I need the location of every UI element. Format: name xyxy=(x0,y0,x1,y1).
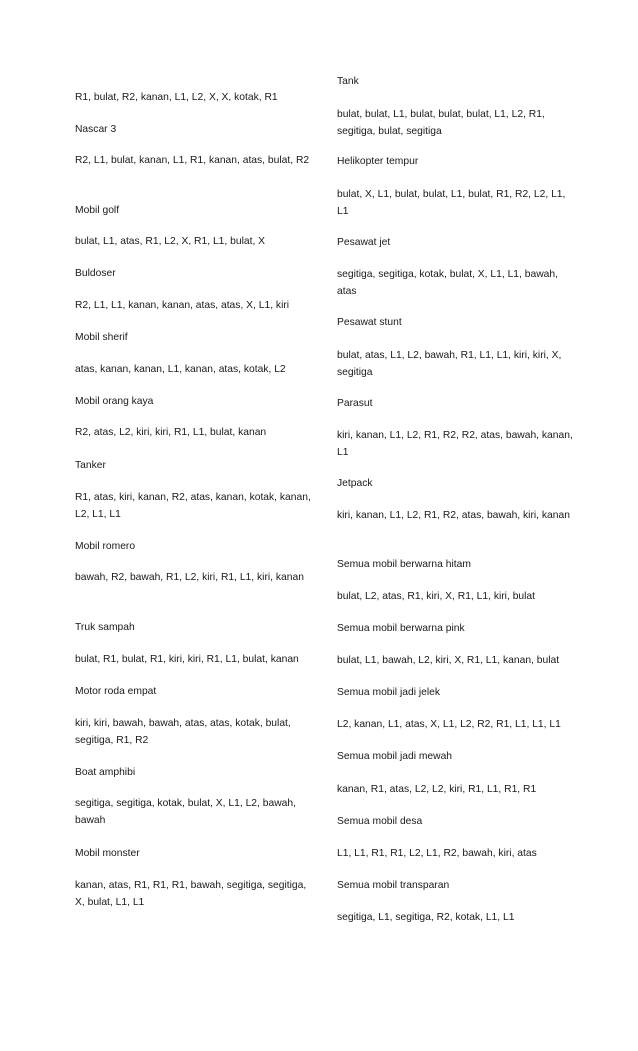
cheat-title: Semua mobil jadi jelek xyxy=(337,687,441,698)
cheat-title: Nascar 3 xyxy=(75,124,117,135)
cheat-title: Jetpack xyxy=(337,478,373,489)
cheat-code: kiri, kanan, L1, L2, R1, R2, atas, bawah, kiri, kanan xyxy=(337,510,570,521)
cheat-code: bulat, X, L1, bulat, bulat, L1, bulat, R1, R2, L2, L1, L1 xyxy=(337,189,566,217)
cheat-code: kanan, R1, atas, L2, L2, kiri, R1, L1, R1, R1 xyxy=(337,784,537,795)
cheat-code: kiri, kiri, bawah, bawah, atas, atas, kotak, bulat, segitiga, R1, R2 xyxy=(75,718,291,746)
cheat-code: bulat, atas, L1, L2, bawah, R1, L1, L1, kiri, kiri, X, segitiga xyxy=(337,350,562,378)
cheat-title: Pesawat stunt xyxy=(337,317,402,328)
cheat-title: Semua mobil transparan xyxy=(337,880,450,891)
cheat-title: Mobil monster xyxy=(75,848,140,859)
cheat-code: bulat, L1, bawah, L2, kiri, X, R1, L1, kanan, bulat xyxy=(337,655,560,666)
cheat-code: segitiga, L1, segitiga, R2, kotak, L1, L1 xyxy=(337,912,515,923)
cheat-code: L2, kanan, L1, atas, X, L1, L2, R2, R1, L1, L1, L1 xyxy=(337,719,561,730)
cheat-code: kanan, atas, R1, R1, R1, bawah, segitiga, segitiga, X, bulat, L1, L1 xyxy=(75,880,307,908)
cheat-code: bawah, R2, bawah, R1, L2, kiri, R1, L1, kiri, kanan xyxy=(75,572,304,583)
cheat-title: Truk sampah xyxy=(75,622,135,633)
cheat-title: Helikopter tempur xyxy=(337,156,419,167)
cheat-title: Mobil orang kaya xyxy=(75,396,154,407)
cheat-title: Semua mobil desa xyxy=(337,816,423,827)
cheat-title: Semua mobil berwarna pink xyxy=(337,623,465,634)
cheat-title: Semua mobil jadi mewah xyxy=(337,751,453,762)
cheat-code: kiri, kanan, L1, L2, R1, R2, R2, atas, bawah, kanan, L1 xyxy=(337,430,573,458)
cheat-code: bulat, bulat, L1, bulat, bulat, bulat, L1, L2, R1, segitiga, bulat, segitiga xyxy=(337,109,545,137)
cheat-title: Semua mobil berwarna hitam xyxy=(337,559,471,570)
cheat-code: L1, L1, R1, R1, L2, L1, R2, bawah, kiri, atas xyxy=(337,848,537,859)
cheat-code: bulat, L1, atas, R1, L2, X, R1, L1, bulat, X xyxy=(75,236,266,247)
cheat-title: Mobil sherif xyxy=(75,332,128,343)
cheat-title: Buldoser xyxy=(75,268,116,279)
cheat-code: R2, atas, L2, kiri, kiri, R1, L1, bulat, kanan xyxy=(75,427,267,438)
cheat-title: Motor roda empat xyxy=(75,686,157,697)
cheat-code: R2, L1, bulat, kanan, L1, R1, kanan, atas, bulat, R2 xyxy=(75,155,310,166)
cheat-code: bulat, R1, bulat, R1, kiri, kiri, R1, L1, bulat, kanan xyxy=(75,654,299,665)
cheat-title: Mobil golf xyxy=(75,205,120,216)
cheat-code: segitiga, segitiga, kotak, bulat, X, L1, L2, bawah, bawah xyxy=(75,798,296,826)
cheat-code: bulat, L2, atas, R1, kiri, X, R1, L1, kiri, bulat xyxy=(337,591,536,602)
cheat-code: segitiga, segitiga, kotak, bulat, X, L1, L1, bawah, atas xyxy=(337,269,558,297)
cheat-title: Parasut xyxy=(337,398,373,409)
cheat-title: Mobil romero xyxy=(75,541,136,552)
cheat-code: R1, atas, kiri, kanan, R2, atas, kanan, kotak, kanan, L2, L1, L1 xyxy=(75,492,311,520)
cheat-code: R1, bulat, R2, kanan, L1, L2, X, X, kotak, R1 xyxy=(75,92,278,103)
cheat-title: Boat amphibi xyxy=(75,767,136,778)
cheat-title: Tank xyxy=(337,76,359,87)
cheat-code: atas, kanan, kanan, L1, kanan, atas, kotak, L2 xyxy=(75,364,286,375)
cheat-title: Tanker xyxy=(75,460,106,471)
cheat-code: R2, L1, L1, kanan, kanan, atas, atas, X, L1, kiri xyxy=(75,300,290,311)
cheat-title: Pesawat jet xyxy=(337,237,391,248)
